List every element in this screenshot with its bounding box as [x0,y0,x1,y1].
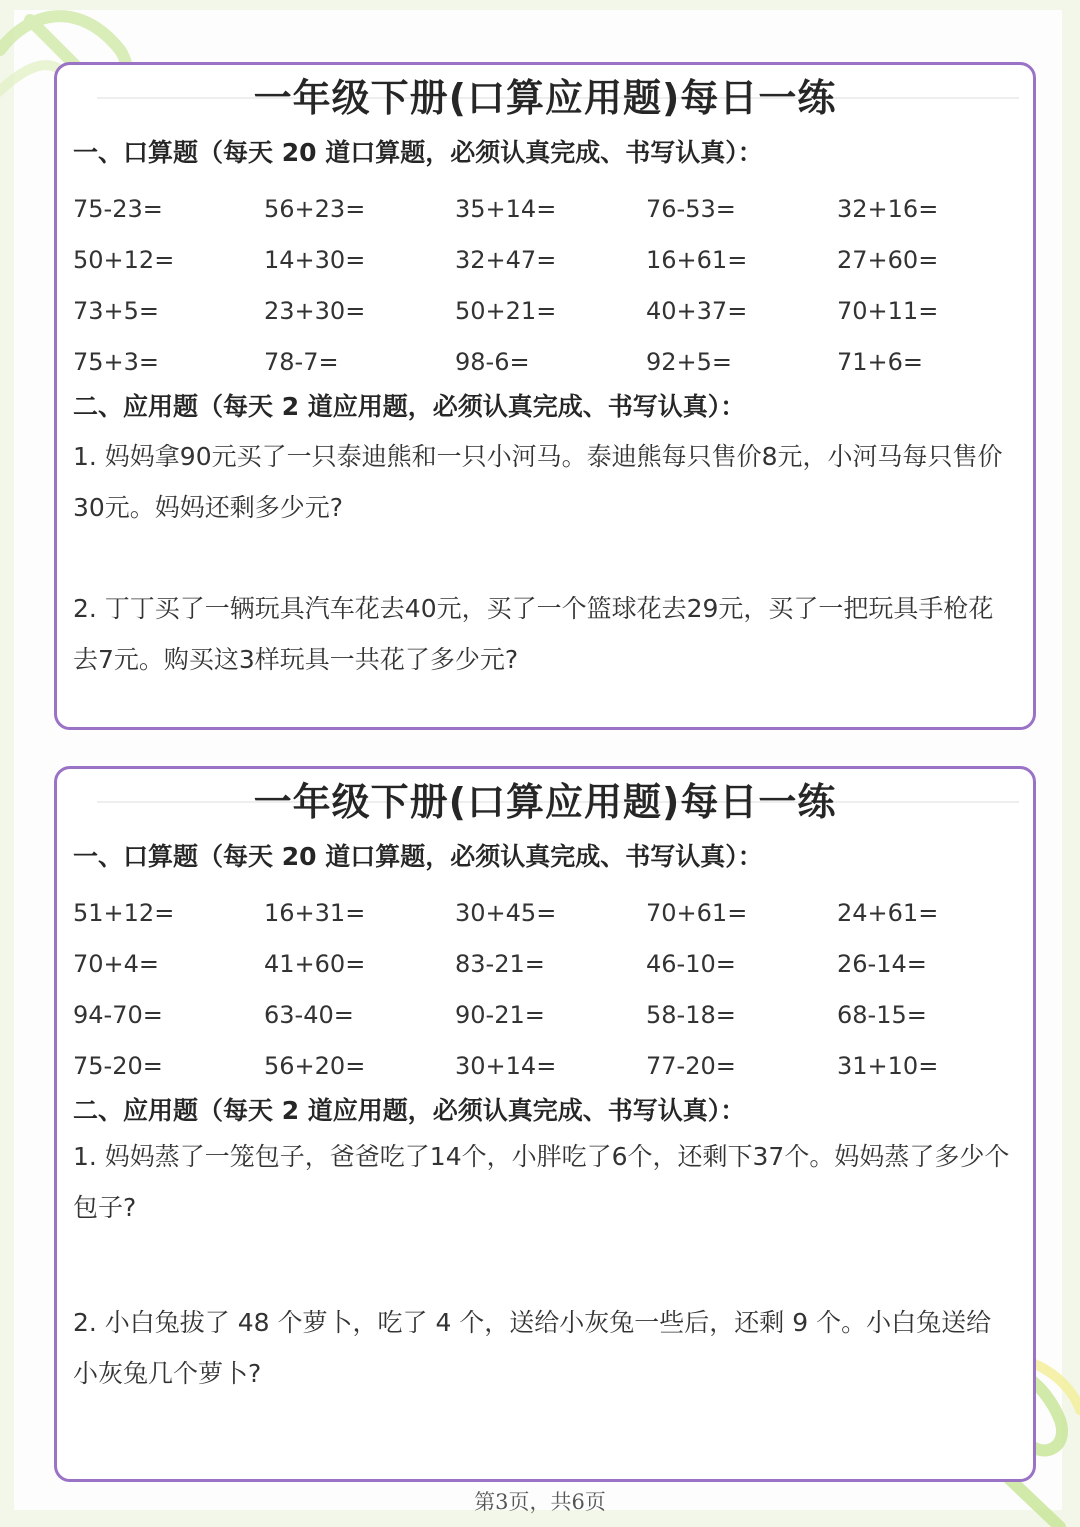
calc-item: 35+14= [455,194,557,223]
calc-item: 30+14= [455,1051,557,1080]
calc-item: 70+4= [73,949,160,978]
worksheet-card-2 [54,766,1036,1482]
calc-row [73,336,1033,387]
calc-item: 71+6= [837,347,924,376]
calc-item: 70+11= [837,296,939,325]
calculation-grid [73,183,1033,387]
worksheet-title: 一年级下册(口算应用题)每日一练 [253,76,837,120]
calc-item: 76-53= [646,194,736,223]
calc-item: 58-18= [646,1000,736,1029]
calc-item: 32+16= [837,194,939,223]
calc-item: 16+31= [264,898,366,927]
calc-item: 78-7= [264,347,339,376]
calc-item: 75-23= [73,194,163,223]
calc-item: 50+21= [455,296,557,325]
calc-item: 40+37= [646,296,748,325]
calculation-grid [73,887,1033,1091]
calc-item: 32+47= [455,245,557,274]
word-problem-2: 2. 丁丁买了一辆玩具汽车花去40元，买了一个篮球花去29元，买了一把玩具手枪花去7元。购买这3样玩具一共花了多少元? [73,594,994,674]
calc-item: 73+5= [73,296,160,325]
calc-item: 31+10= [837,1051,939,1080]
calc-row [73,938,1033,989]
worksheet-title: 一年级下册(口算应用题)每日一练 [253,780,837,824]
section-heading-word-problems: 二、应用题（每天 2 道应用题，必须认真完成、书写认真）： [73,1096,746,1125]
calc-item: 98-6= [455,347,530,376]
calc-row [73,285,1033,336]
calc-item: 63-40= [264,1000,354,1029]
calc-item: 46-10= [646,949,736,978]
calc-item: 94-70= [73,1000,163,1029]
calc-item: 56+20= [264,1051,366,1080]
calc-item: 30+45= [455,898,557,927]
calc-item: 16+61= [646,245,748,274]
calc-item: 56+23= [264,194,366,223]
worksheet-card-1 [54,62,1036,730]
calc-item: 27+60= [837,245,939,274]
calc-item: 75-20= [73,1051,163,1080]
calc-item: 92+5= [646,347,733,376]
calc-item: 50+12= [73,245,175,274]
word-problem-2: 2. 小白兔拔了 48 个萝卜，吃了 4 个，送给小灰兔一些后，还剩 9 个。小白兔送给小灰兔几个萝卜? [73,1308,992,1388]
calc-item: 51+12= [73,898,175,927]
calc-item: 41+60= [264,949,366,978]
calc-item: 26-14= [837,949,927,978]
word-problem-1: 1. 妈妈蒸了一笼包子，爸爸吃了14个，小胖吃了6个，还剩下37个。妈妈蒸了多少个包子? [73,1142,1010,1222]
calc-item: 23+30= [264,296,366,325]
calc-item: 70+61= [646,898,748,927]
section-heading-calculation: 一、口算题（每天 20 道口算题，必须认真完成、书写认真）： [73,138,763,167]
calc-item: 14+30= [264,245,366,274]
word-problem-1: 1. 妈妈拿90元买了一只泰迪熊和一只小河马。泰迪熊每只售价8元，小河马每只售价30元。妈妈还剩多少元? [73,442,1003,522]
calc-row [73,183,1033,234]
calc-item: 77-20= [646,1051,736,1080]
section-heading-calculation: 一、口算题（每天 20 道口算题，必须认真完成、书写认真）： [73,842,763,871]
calc-item: 83-21= [455,949,545,978]
page-number: 第3页，共6页 [474,1490,606,1514]
calc-row [73,989,1033,1040]
section-heading-word-problems: 二、应用题（每天 2 道应用题，必须认真完成、书写认真）： [73,392,746,421]
calc-row [73,1040,1033,1091]
calc-item: 75+3= [73,347,160,376]
calc-row [73,234,1033,285]
calc-item: 90-21= [455,1000,545,1029]
calc-row [73,887,1033,938]
calc-item: 68-15= [837,1000,927,1029]
calc-item: 24+61= [837,898,939,927]
